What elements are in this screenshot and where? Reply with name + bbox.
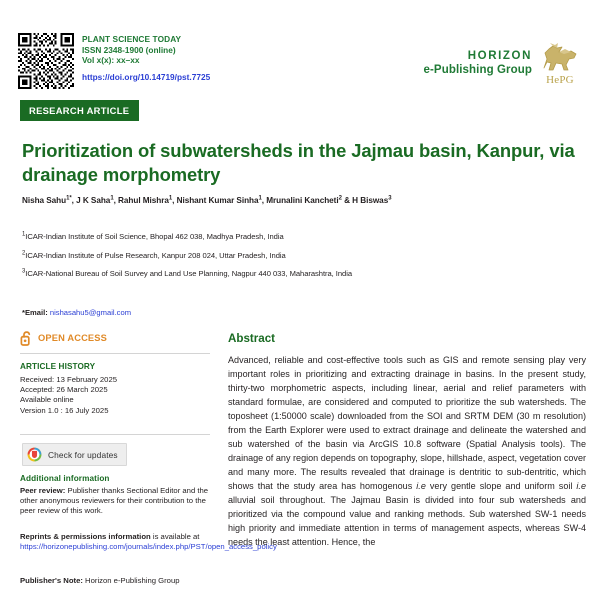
doi-link[interactable]: https://doi.org/10.14719/pst.7725 [82,71,211,82]
authors-list: Nisha Sahu$^{1*}$, J K Saha$^1$, Rahul Mishra$^1$, Nishant Kumar Sinha$^1$, Mrunalini Kancheti$^2$ & H Biswas$^3$ [22,195,392,205]
email-label: *Email: [22,308,48,317]
open-access-label: OPEN ACCESS [38,333,107,343]
publishers-note [20,576,216,586]
journal-volume: Vol x(x): xx–xx [82,55,140,66]
article-type-badge: RESEARCH ARTICLE [20,100,139,121]
check-for-updates-label: Check for updates [48,449,118,460]
reprints-note [20,532,277,552]
abstract-heading: Abstract [228,332,276,345]
article-history-heading: ARTICLE HISTORY [20,362,96,371]
corresponding-email [22,308,131,317]
crossmark-icon [27,447,42,462]
peer-review-note [20,486,216,517]
reprints-link[interactable]: https://horizonepublishing.com/journals/index.php/PST/open_access_policy [20,542,277,552]
page-title: Prioritization of subwatersheds in the Jajmau basin, Kanpur, via drainage morphometry [22,140,575,186]
reprints-label: Reprints & permissions information [20,532,151,541]
affiliation-1: $^1$ICAR-Indian Institute of Soil Science, Bhopal 462 038, Madhya Pradesh, India [22,231,284,241]
journal-info [82,33,210,86]
journal-issn: ISSN 2348-1900 (online) [82,44,176,55]
peer-review-text: Publisher thanks Sectional Editor and the other anonymous reviewers for their contribution to the peer review of this work. [20,486,209,516]
affiliation-2: $^2$ICAR-Indian Institute of Pulse Research, Kanpur 208 024, Uttar Pradesh, India [22,250,286,260]
peer-review-label: Peer review: [20,486,66,495]
affiliations [22,232,422,288]
publisher-logo [424,33,583,85]
open-lock-icon [20,330,33,346]
pegasus-logo [538,41,582,85]
history-received: Received: 13 February 2025 [20,375,118,384]
journal-name: PLANT SCIENCE TODAY [82,34,182,44]
divider-above-history [20,353,210,354]
history-version: Version 1.0 : 16 July 2025 [20,405,109,415]
hepg-label: HePG [546,74,574,86]
email-address[interactable]: nishasahu5@gmail.com [49,308,132,317]
reprints-text: is available at [150,532,200,541]
article-history-body [20,375,216,416]
abstract-text: Advanced, reliable and cost-effective tools such as GIS and remote sensing play very important roles in prioritizing and extracting drainage in basins. In the present study, thirty-two morphometric aspects, including linear, aerial and relief parameters with standard formulae, are considered and computed to prioritize the sub watersheds. The toposheet (1:50000 scale) downloaded from the SOI and SRTM DEM (30 m resolution) from the Earth Explorer were used to extract drainage and delineate the watershed and sub watershed of the basin via ArcGIS 10.8 software (Spatial Analysis tools). The drainage of any region depends on topography, slope, hillshade, aspect, vegetation cover and many more. The results revealed that drainage is dentritic to sub-dentritic, which shows that the study area has homogenous i.e very gentle slope and uniform soil i.e alluvial soil throughout. The Jajmau Basin is divided into four sub watersheds and prioritized via the compound value and ranking methods. Sub watershed SW-1 needs high priority and immediate attention in terms of management aspects, whereas SW-4 needs the least attention. Hence, the [228,355,586,547]
publisher-name [424,49,533,78]
additional-information-heading: Additional information [20,474,110,483]
publishers-note-text: Horizon e-Publishing Group [82,576,180,585]
publishers-note-label: Publisher's Note: [20,576,83,585]
history-accepted: Accepted: 26 March 2025 [20,385,108,395]
masthead-left [18,33,210,89]
pegasus-icon [538,41,582,75]
history-available: Available online [20,395,74,405]
check-for-updates-button[interactable] [22,443,127,466]
masthead [18,33,582,89]
open-access-badge [20,330,107,346]
publisher-line-2: e-Publishing Group [423,64,532,76]
divider-above-crossmark [20,434,210,435]
qr-code-icon [18,33,74,89]
publisher-line-1: HORIZON [467,49,532,62]
affiliation-3: $^3$ICAR-National Bureau of Soil Survey and Land Use Planning, Nagpur 440 033, Maharashtra, India [22,268,353,279]
